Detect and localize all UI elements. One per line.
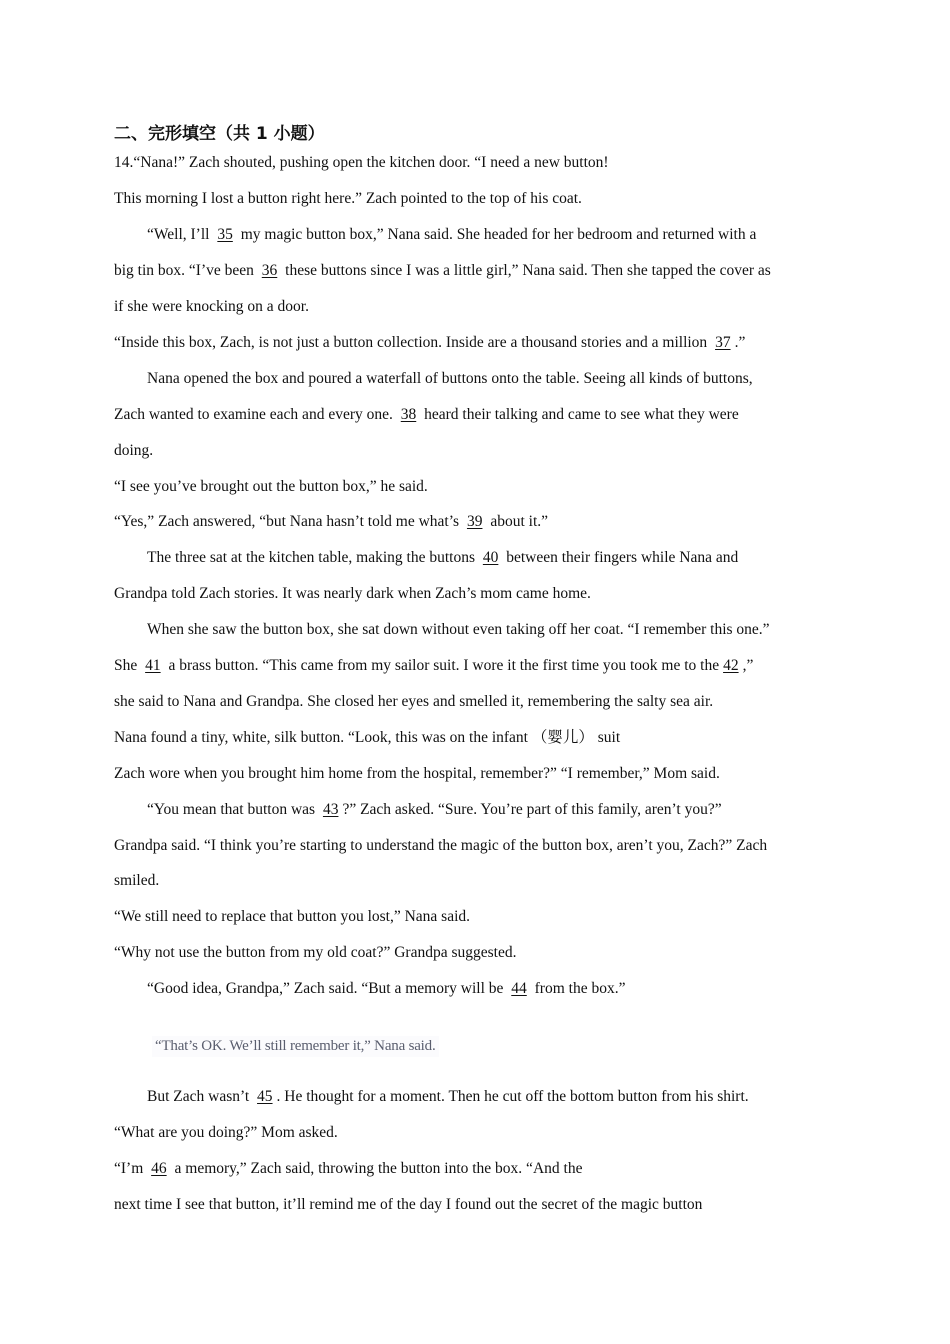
text-segment: Zach wanted to examine each and every one. (114, 406, 397, 423)
text-segment: from the box.” (530, 980, 626, 997)
text-segment: ,” (742, 657, 754, 674)
text-segment: “You mean that button was (147, 801, 319, 818)
text-line: Nana found a tiny, white, silk button. “Look, this was on the infant （婴儿） suit (114, 729, 621, 746)
text-segment: a memory,” Zach said, throwing the button into the box. “And the (170, 1160, 583, 1177)
text-line (147, 548, 738, 568)
blank-41: 41 (145, 657, 161, 674)
text-line (147, 225, 756, 245)
text-line: “We still need to replace that button you lost,” Nana said. (114, 908, 471, 925)
text-line: doing. (114, 442, 154, 459)
blank-43: 43 (322, 801, 339, 818)
blank-46: 46 (151, 1160, 167, 1177)
section-heading: 二、完形填空（共 1 小题） (114, 124, 325, 144)
text-line (114, 1159, 582, 1179)
text-line (114, 261, 771, 281)
blank-44: 44 (511, 980, 527, 997)
text-line (114, 512, 548, 532)
text-line: “I see you’ve brought out the button box,” he said. (114, 478, 428, 495)
text-line: When she saw the button box, she sat down without even taking off her coat. “I remember this one.” (147, 621, 770, 638)
text-segment: The three sat at the kitchen table, making the buttons (147, 549, 479, 566)
scanned-text-image: “That’s OK. We’ll still remember it,” Nana said. (152, 1036, 439, 1057)
text-segment: a brass button. “This came from my sailor suit. I wore it the first time you took me to the (164, 657, 720, 674)
text-segment: “Good idea, Grandpa,” Zach said. “But a memory will be (147, 980, 508, 997)
text-line (147, 1087, 749, 1107)
text-line: if she were knocking on a door. (114, 298, 309, 315)
text-line (114, 656, 753, 676)
blank-35: 35 (217, 226, 233, 243)
blank-37: 37 (715, 334, 731, 351)
text-line (114, 333, 745, 353)
text-line: smiled. (114, 872, 160, 889)
text-segment: heard their talking and came to see what they were (420, 406, 739, 423)
text-segment: between their fingers while Nana and (502, 549, 739, 566)
text-line: “Why not use the button from my old coat?” Grandpa suggested. (114, 944, 517, 961)
blank-38: 38 (400, 406, 417, 423)
text-line: next time I see that button, it’ll remind me of the day I found out the secret of the magic button (114, 1196, 703, 1213)
text-line: This morning I lost a button right here.” Zach pointed to the top of his coat. (114, 190, 582, 207)
text-line (147, 800, 722, 820)
blank-45: 45 (257, 1088, 273, 1105)
text-segment: .” (734, 334, 746, 351)
text-segment: “Yes,” Zach answered, “but Nana hasn’t told me what’s (114, 513, 463, 530)
text-segment: She (114, 657, 142, 674)
text-segment: my magic button box,” Nana said. She headed for her bedroom and returned with a (236, 226, 757, 243)
text-segment: these buttons since I was a little girl,” Nana said. Then she tapped the cover as (281, 262, 771, 279)
text-segment: “I’m (114, 1160, 148, 1177)
text-line: Grandpa said. “I think you’re starting to understand the magic of the button box, aren’t you, Zach?” Zach (114, 837, 768, 854)
text-segment: big tin box. “I’ve been (114, 262, 258, 279)
text-line: Nana opened the box and poured a waterfall of buttons onto the table. Seeing all kinds of buttons, (147, 370, 753, 387)
text-line: Grandpa told Zach stories. It was nearly dark when Zach’s mom came home. (114, 585, 591, 602)
text-segment: . He thought for a moment. Then he cut off the bottom button from his shirt. (276, 1088, 749, 1105)
text-line: Zach wore when you brought him home from the hospital, remember?” “I remember,” Mom said. (114, 765, 720, 782)
text-segment: about it.” (486, 513, 549, 530)
text-segment: “Inside this box, Zach, is not just a button collection. Inside are a thousand stories and a million (114, 334, 712, 351)
text-line: “What are you doing?” Mom asked. (114, 1124, 338, 1141)
text-segment: ?” Zach asked. “Sure. You’re part of this family, aren’t you?” (342, 801, 722, 818)
text-segment: But Zach wasn’t (147, 1088, 254, 1105)
blank-42: 42 (723, 657, 739, 674)
text-line: 14.“Nana!” Zach shouted, pushing open the kitchen door. “I need a new button! (114, 154, 609, 171)
text-line (114, 405, 739, 425)
text-segment: “Well, I’ll (147, 226, 214, 243)
text-line: she said to Nana and Grandpa. She closed her eyes and smelled it, remembering the salty sea air. (114, 693, 714, 710)
blank-39: 39 (466, 513, 483, 530)
text-line (147, 979, 625, 999)
blank-40: 40 (482, 549, 499, 566)
blank-36: 36 (261, 262, 278, 279)
